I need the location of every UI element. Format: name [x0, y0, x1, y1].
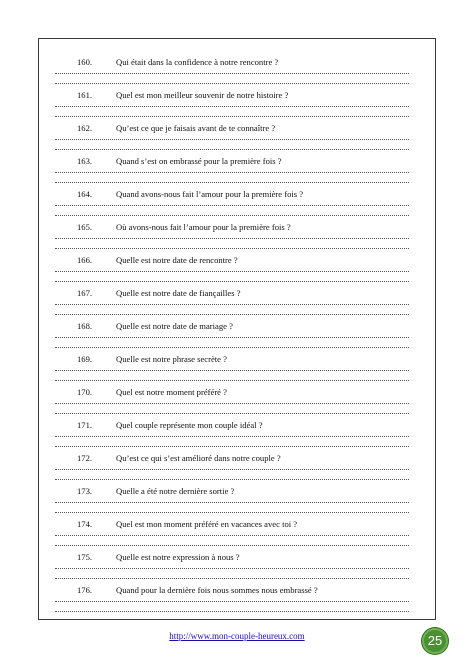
question-list: [39, 39, 435, 619]
question-row: [39, 583, 435, 598]
question-text: Quelle a été notre dernière sortie ?: [116, 486, 235, 496]
answer-line: [55, 281, 409, 282]
question-item: [39, 550, 435, 583]
question-text: Quand s’est on embrassé pour la première fois ?: [116, 156, 282, 166]
answer-line: [55, 601, 409, 602]
question-row: [39, 352, 435, 367]
answer-line: [55, 139, 409, 140]
question-item: [39, 451, 435, 484]
answer-line: [55, 380, 409, 381]
question-row: [39, 418, 435, 433]
question-row: [39, 286, 435, 301]
question-text: Quel est mon moment préféré en vacances avec toi ?: [116, 519, 298, 529]
question-number: 165.: [77, 222, 93, 232]
question-number: 161.: [77, 90, 93, 100]
answer-line: [55, 370, 409, 371]
answer-line: [55, 116, 409, 117]
answer-line: [55, 568, 409, 569]
question-item: [39, 121, 435, 154]
question-item: [39, 484, 435, 517]
question-text: Quand pour la dernière fois nous sommes nous embrassé ?: [116, 585, 318, 595]
question-number: 171.: [77, 420, 93, 430]
question-item: [39, 418, 435, 451]
answer-line: [55, 314, 409, 315]
answer-line: [55, 578, 409, 579]
question-item: [39, 583, 435, 616]
question-item: [39, 88, 435, 121]
answer-line: [55, 512, 409, 513]
question-item: [39, 220, 435, 253]
answer-line: [55, 248, 409, 249]
question-item: [39, 55, 435, 88]
question-row: [39, 319, 435, 334]
answer-line: [55, 304, 409, 305]
question-number: 169.: [77, 354, 93, 364]
question-row: [39, 55, 435, 70]
answer-line: [55, 106, 409, 107]
answer-line: [55, 149, 409, 150]
question-number: 174.: [77, 519, 93, 529]
question-number: 167.: [77, 288, 93, 298]
question-text: Quelle est notre date de mariage ?: [116, 321, 233, 331]
question-item: [39, 352, 435, 385]
question-row: [39, 484, 435, 499]
question-item: [39, 385, 435, 418]
page-number-badge: 25: [422, 628, 448, 654]
question-row: [39, 220, 435, 235]
question-number: 163.: [77, 156, 93, 166]
page-frame: [38, 38, 436, 620]
question-row: [39, 154, 435, 169]
question-number: 172.: [77, 453, 93, 463]
answer-line: [55, 403, 409, 404]
question-row: [39, 550, 435, 565]
question-row: [39, 451, 435, 466]
question-text: Quelle est notre date de rencontre ?: [116, 255, 238, 265]
question-row: [39, 187, 435, 202]
question-text: Quelle est notre expression à nous ?: [116, 552, 240, 562]
answer-line: [55, 172, 409, 173]
question-row: [39, 253, 435, 268]
question-row: [39, 385, 435, 400]
question-text: Quel est notre moment préféré ?: [116, 387, 227, 397]
question-number: 176.: [77, 585, 93, 595]
answer-line: [55, 479, 409, 480]
answer-line: [55, 436, 409, 437]
question-number: 170.: [77, 387, 93, 397]
answer-line: [55, 182, 409, 183]
website-link[interactable]: http://www.mon-couple-heureux.com: [169, 631, 305, 641]
question-item: [39, 517, 435, 550]
question-text: Quand avons-nous fait l’amour pour la première fois ?: [116, 189, 304, 199]
question-text: Qu’est ce que je faisais avant de te connaître ?: [116, 123, 276, 133]
question-text: Quel couple représente mon couple idéal ?: [116, 420, 263, 430]
answer-line: [55, 83, 409, 84]
question-number: 168.: [77, 321, 93, 331]
question-item: [39, 253, 435, 286]
answer-line: [55, 413, 409, 414]
question-number: 162.: [77, 123, 93, 133]
answer-line: [55, 535, 409, 536]
answer-line: [55, 347, 409, 348]
question-row: [39, 88, 435, 103]
question-text: Où avons-nous fait l’amour pour la première fois ?: [116, 222, 291, 232]
question-item: [39, 187, 435, 220]
answer-line: [55, 611, 409, 612]
answer-line: [55, 502, 409, 503]
question-number: 166.: [77, 255, 93, 265]
answer-line: [55, 215, 409, 216]
answer-line: [55, 205, 409, 206]
answer-line: [55, 446, 409, 447]
answer-line: [55, 238, 409, 239]
question-text: Quel est mon meilleur souvenir de notre histoire ?: [116, 90, 289, 100]
question-number: 175.: [77, 552, 93, 562]
answer-line: [55, 469, 409, 470]
question-item: [39, 286, 435, 319]
question-text: Qui était dans la confidence à notre rencontre ?: [116, 57, 279, 67]
answer-line: [55, 271, 409, 272]
question-text: Qu’est ce qui s’est amélioré dans notre couple ?: [116, 453, 281, 463]
question-number: 160.: [77, 57, 93, 67]
question-row: [39, 121, 435, 136]
answer-line: [55, 337, 409, 338]
question-item: [39, 154, 435, 187]
question-text: Quelle est notre date de fiançailles ?: [116, 288, 241, 298]
question-number: 164.: [77, 189, 93, 199]
answer-line: [55, 545, 409, 546]
question-item: [39, 319, 435, 352]
question-text: Quelle est notre phrase secrète ?: [116, 354, 227, 364]
question-row: [39, 517, 435, 532]
answer-line: [55, 73, 409, 74]
question-number: 173.: [77, 486, 93, 496]
